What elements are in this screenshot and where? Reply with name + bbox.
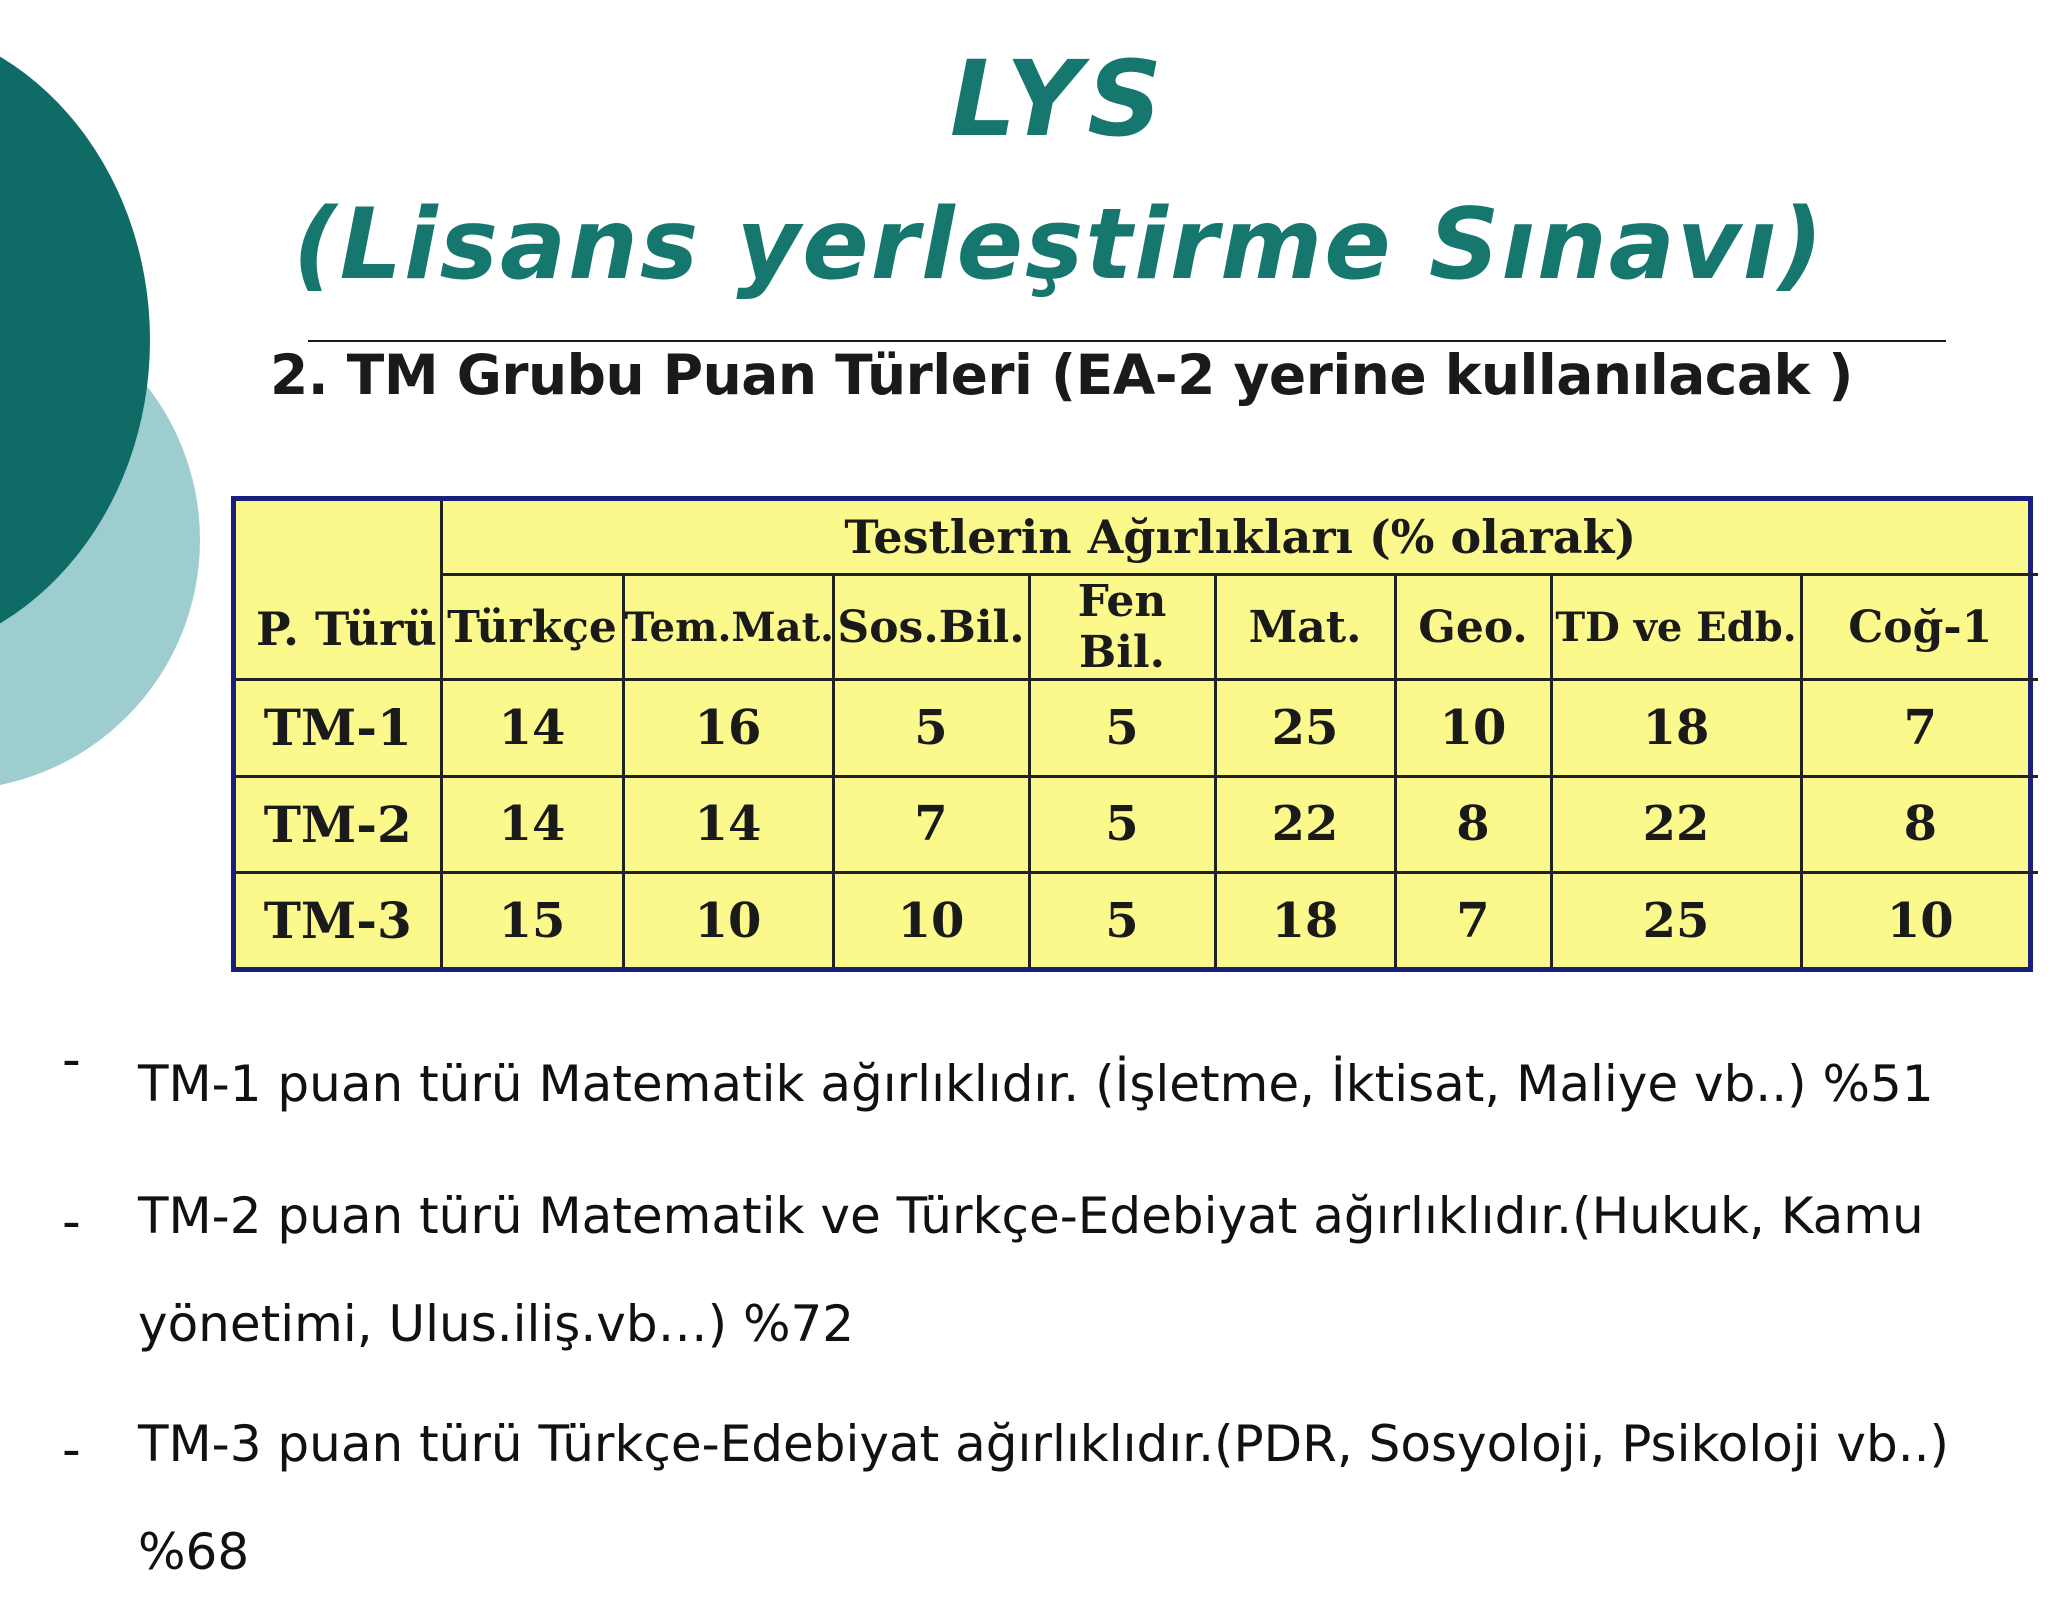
table-cell: 5 [1029, 873, 1215, 967]
table-cell: 25 [1215, 680, 1395, 777]
table-cell: 16 [623, 680, 833, 777]
column-header: Mat. [1215, 575, 1395, 680]
slide-title-subline: (Lisans yerleştirme Sınavı) [292, 188, 1826, 302]
table-cell: 14 [441, 776, 623, 873]
table-cell: 14 [441, 680, 623, 777]
table-cell: 10 [833, 873, 1029, 967]
table-cell: 14 [623, 776, 833, 873]
title-divider [308, 340, 1946, 342]
bullet-text: TM-3 puan türü Türkçe-Edebiyat ağırlıklıdır.(PDR, Sosyoloji, Psikoloji vb..) %68 [138, 1415, 1950, 1581]
table-cell: 5 [833, 680, 1029, 777]
column-header: Tem.Mat. [623, 575, 833, 680]
row-label: TM-1 [236, 680, 441, 777]
column-header: TD ve Edb. [1551, 575, 1801, 680]
table-cell: 18 [1551, 680, 1801, 777]
column-header: Coğ-1 [1801, 575, 2038, 680]
table-cell: 8 [1395, 776, 1551, 873]
table-cell: 10 [1801, 873, 2038, 967]
bullet-dash: - [62, 1420, 81, 1480]
bullet-text: TM-1 puan türü Matematik ağırlıklıdır. (İşletme, İktisat, Maliye vb..) %51 [138, 1055, 1934, 1113]
bullet-text: TM-2 puan türü Matematik ve Türkçe-Edebiyat ağırlıklıdır.(Hukuk, Kamu yönetimi, Ulus.iliş.vb…) %72 [138, 1187, 1924, 1353]
table-cell: 10 [1395, 680, 1551, 777]
table-cell: 5 [1029, 776, 1215, 873]
table-cell: 7 [1395, 873, 1551, 967]
table-cell: 18 [1215, 873, 1395, 967]
section-heading: 2. TM Grubu Puan Türleri (EA-2 yerine kullanılacak ) [270, 343, 1853, 407]
table-cell: 8 [1801, 776, 2038, 873]
weights-table [231, 496, 2033, 972]
table-cell: 10 [623, 873, 833, 967]
row-label: TM-3 [236, 873, 441, 967]
slide-title: LYS [949, 38, 1169, 160]
table-cell: 15 [441, 873, 623, 967]
column-header: Sos.Bil. [833, 575, 1029, 680]
bullet-dash: - [62, 1192, 81, 1252]
table-row [236, 680, 2038, 777]
table-row [236, 873, 2038, 967]
column-header: Geo. [1395, 575, 1551, 680]
table-cell: 25 [1551, 873, 1801, 967]
bullet-dash: - [62, 1030, 81, 1090]
group-header: Testlerin Ağırlıkları (% olarak) [441, 501, 2038, 575]
table-cell: 22 [1551, 776, 1801, 873]
table-row [236, 776, 2038, 873]
table-cell: 22 [1215, 776, 1395, 873]
table-cell: 5 [1029, 680, 1215, 777]
table-cell: 7 [1801, 680, 2038, 777]
table-cell: 7 [833, 776, 1029, 873]
row-label: TM-2 [236, 776, 441, 873]
column-header: Fen Bil. [1029, 575, 1215, 680]
column-header-puan-turu: P. Türü [236, 501, 441, 680]
column-header: Türkçe [441, 575, 623, 680]
